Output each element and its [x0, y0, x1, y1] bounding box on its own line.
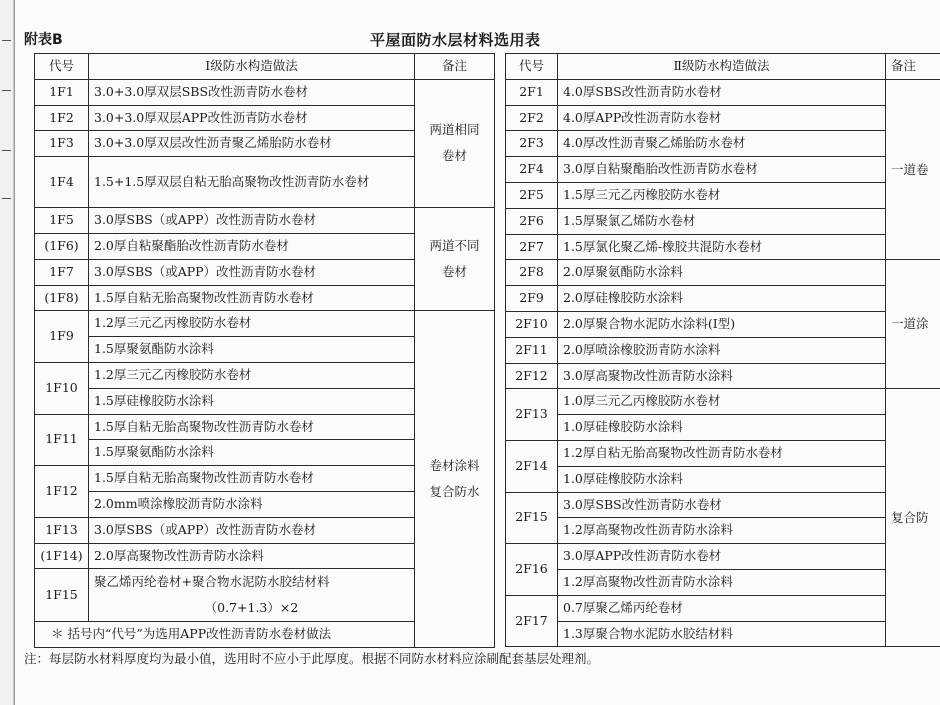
row-code: 1F13	[35, 517, 89, 543]
row-method: 3.0厚SBS（或APP）改性沥青防水卷材	[89, 208, 415, 234]
table-row	[506, 260, 940, 286]
table-row	[506, 544, 940, 570]
page-edge-line	[14, 0, 15, 705]
row-method: 1.2厚三元乙丙橡胶防水卷材	[89, 311, 415, 337]
row-code: 1F5	[35, 208, 89, 234]
row-method: 1.0厚硅橡胶防水涂料	[558, 466, 886, 492]
table-row	[506, 337, 940, 363]
note-line: 卷材	[441, 264, 467, 280]
row-method: 1.5厚聚氨酯防水涂料	[89, 337, 415, 363]
row-method: 4.0厚APP改性沥青防水卷材	[558, 105, 886, 131]
row-code: 1F15	[35, 569, 89, 622]
row-code: 2F13	[506, 389, 558, 441]
row-method: 2.0厚高聚物改性沥青防水涂料	[89, 543, 415, 569]
row-method: 4.0厚SBS改性沥青防水卷材	[558, 79, 886, 105]
row-method: 2.0厚聚合物水泥防水涂料(Ⅰ型)	[558, 311, 886, 337]
row-method-line2: （0.7+1.3）×2	[204, 600, 299, 616]
row-method: 1.2厚三元乙丙橡胶防水卷材	[89, 362, 415, 388]
note-group-1	[415, 79, 495, 207]
header-code: 代号	[35, 54, 89, 80]
appendix-label: 附表B	[24, 32, 63, 48]
table-row	[506, 79, 940, 105]
table-row	[506, 440, 940, 466]
bottom-note: 注：每层防水材料厚度均为最小值，选用时不应小于此厚度。根据不同防水材料应涂刷配套基层处理剂。	[24, 651, 600, 666]
header-note: 备注	[415, 54, 495, 80]
table-row	[506, 595, 940, 621]
row-method: 3.0+3.0厚双层改性沥青聚乙烯胎防水卷材	[89, 131, 415, 157]
footnote-row	[35, 622, 495, 648]
footnote: ＊ 括号内“代号”为选用APP改性沥青防水卷材做法	[35, 622, 495, 648]
row-code: (1F8)	[35, 285, 89, 311]
row-method: 1.5厚聚氨酯防水涂料	[89, 440, 415, 466]
row-method: 1.5厚自粘无胎高聚物改性沥青防水卷材	[89, 414, 415, 440]
note-group-1: 一道卷	[886, 79, 940, 260]
row-method: 1.5厚自粘无胎高聚物改性沥青防水卷材	[89, 285, 415, 311]
row-method: 1.5厚三元乙丙橡胶防水卷材	[558, 182, 886, 208]
row-code: 1F1	[35, 79, 89, 105]
row-code: 1F3	[35, 131, 89, 157]
row-method: 1.0厚硅橡胶防水涂料	[558, 415, 886, 441]
table-row	[506, 131, 940, 157]
row-code: 2F3	[506, 131, 558, 157]
table-row	[506, 234, 940, 260]
row-code: 1F4	[35, 157, 89, 208]
row-method: 2.0厚硅橡胶防水涂料	[558, 286, 886, 312]
row-method: 4.0厚改性沥青聚乙烯胎防水卷材	[558, 131, 886, 157]
row-method: 3.0厚APP改性沥青防水卷材	[558, 544, 886, 570]
note-group-2: 一道涂	[886, 260, 940, 389]
row-code: 2F6	[506, 208, 558, 234]
row-method: 1.5厚硅橡胶防水涂料	[89, 388, 415, 414]
table-row	[35, 79, 495, 105]
note-line: 两道相同	[429, 122, 480, 138]
table-row	[506, 105, 940, 131]
row-code: 1F9	[35, 311, 89, 363]
row-method: 1.5+1.5厚双层自粘无胎高聚物改性沥青防水卷材	[89, 157, 415, 208]
row-method: 3.0厚高聚物改性沥青防水涂料	[558, 363, 886, 389]
row-code: 2F16	[506, 544, 558, 596]
table-row	[506, 363, 940, 389]
table-row	[506, 569, 940, 595]
table-row	[506, 182, 940, 208]
note-line: 卷材	[441, 148, 467, 164]
row-method: 3.0+3.0厚双层SBS改性沥青防水卷材	[89, 79, 415, 105]
table-row	[506, 415, 940, 441]
row-code: 2F9	[506, 286, 558, 312]
row-code: 2F4	[506, 157, 558, 183]
row-code: (1F6)	[35, 233, 89, 259]
table-row	[506, 621, 940, 647]
row-code: 2F11	[506, 337, 558, 363]
row-method: 1.2厚高聚物改性沥青防水涂料	[558, 518, 886, 544]
row-code: 2F14	[506, 440, 558, 492]
row-code: 2F8	[506, 260, 558, 286]
row-code: 2F12	[506, 363, 558, 389]
row-method: 3.0厚SBS（或APP）改性沥青防水卷材	[89, 259, 415, 285]
note-line: 卷材涂料	[429, 458, 480, 474]
row-code: 2F5	[506, 182, 558, 208]
row-method: 2.0厚聚氨酯防水涂料	[558, 260, 886, 286]
row-method-line1: 聚乙烯丙纶卷材+聚合物水泥防水胶结材料	[94, 574, 330, 590]
table-row	[506, 208, 940, 234]
table-row	[35, 208, 495, 234]
row-method: 2.0mm喷涂橡胶沥青防水涂料	[89, 491, 415, 517]
note-line: 两道不同	[429, 238, 480, 254]
row-code: 1F11	[35, 414, 89, 466]
row-method: 1.2厚高聚物改性沥青防水涂料	[558, 569, 886, 595]
row-method: 1.3厚聚合物水泥防水胶结材料	[558, 621, 886, 647]
header-method: Ⅱ级防水构造做法	[558, 54, 886, 80]
table-row	[506, 492, 940, 518]
row-code: 2F7	[506, 234, 558, 260]
row-code: 1F10	[35, 362, 89, 414]
table-row	[506, 518, 940, 544]
header-code: 代号	[506, 54, 558, 80]
level-1-table	[34, 53, 495, 648]
row-method: 1.5厚自粘无胎高聚物改性沥青防水卷材	[89, 466, 415, 492]
note-group-3	[415, 311, 495, 648]
row-code: 1F7	[35, 259, 89, 285]
row-code: 1F2	[35, 105, 89, 131]
note-group-3: 复合防	[886, 389, 940, 647]
row-method: 1.5厚聚氯乙烯防水卷材	[558, 208, 886, 234]
table-row	[506, 286, 940, 312]
table-header-row	[506, 54, 940, 80]
page-title: 平屋面防水层材料选用表	[370, 31, 541, 49]
note-group-2	[415, 208, 495, 311]
table-header-row	[35, 54, 495, 80]
row-method	[89, 569, 415, 622]
row-method: 2.0厚自粘聚酯胎改性沥青防水卷材	[89, 233, 415, 259]
row-code: 2F10	[506, 311, 558, 337]
table-row	[506, 466, 940, 492]
row-code: 2F1	[506, 79, 558, 105]
row-method: 1.0厚三元乙丙橡胶防水卷材	[558, 389, 886, 415]
row-method: 1.5厚氯化聚乙烯-橡胶共混防水卷材	[558, 234, 886, 260]
note-line: 复合防水	[429, 484, 480, 500]
table-row	[506, 157, 940, 183]
table-row	[506, 389, 940, 415]
row-method: 1.2厚自粘无胎高聚物改性沥青防水卷材	[558, 440, 886, 466]
row-code: 2F15	[506, 492, 558, 544]
row-code: 2F2	[506, 105, 558, 131]
row-code: (1F14)	[35, 543, 89, 569]
row-code: 2F17	[506, 595, 558, 647]
header-method: Ⅰ级防水构造做法	[89, 54, 415, 80]
binding-strip	[0, 0, 14, 705]
table-row	[506, 311, 940, 337]
row-method: 3.0+3.0厚双层APP改性沥青防水卷材	[89, 105, 415, 131]
header-note: 备注	[886, 54, 940, 80]
row-code: 1F12	[35, 466, 89, 518]
row-method: 3.0厚SBS（或APP）改性沥青防水卷材	[89, 517, 415, 543]
row-method: 2.0厚喷涂橡胶沥青防水涂料	[558, 337, 886, 363]
level-2-table	[505, 53, 940, 647]
row-method: 3.0厚SBS改性沥青防水卷材	[558, 492, 886, 518]
row-method: 3.0厚自粘聚酯胎改性沥青防水卷材	[558, 157, 886, 183]
table-row	[35, 311, 495, 337]
row-method: 0.7厚聚乙烯丙纶卷材	[558, 595, 886, 621]
